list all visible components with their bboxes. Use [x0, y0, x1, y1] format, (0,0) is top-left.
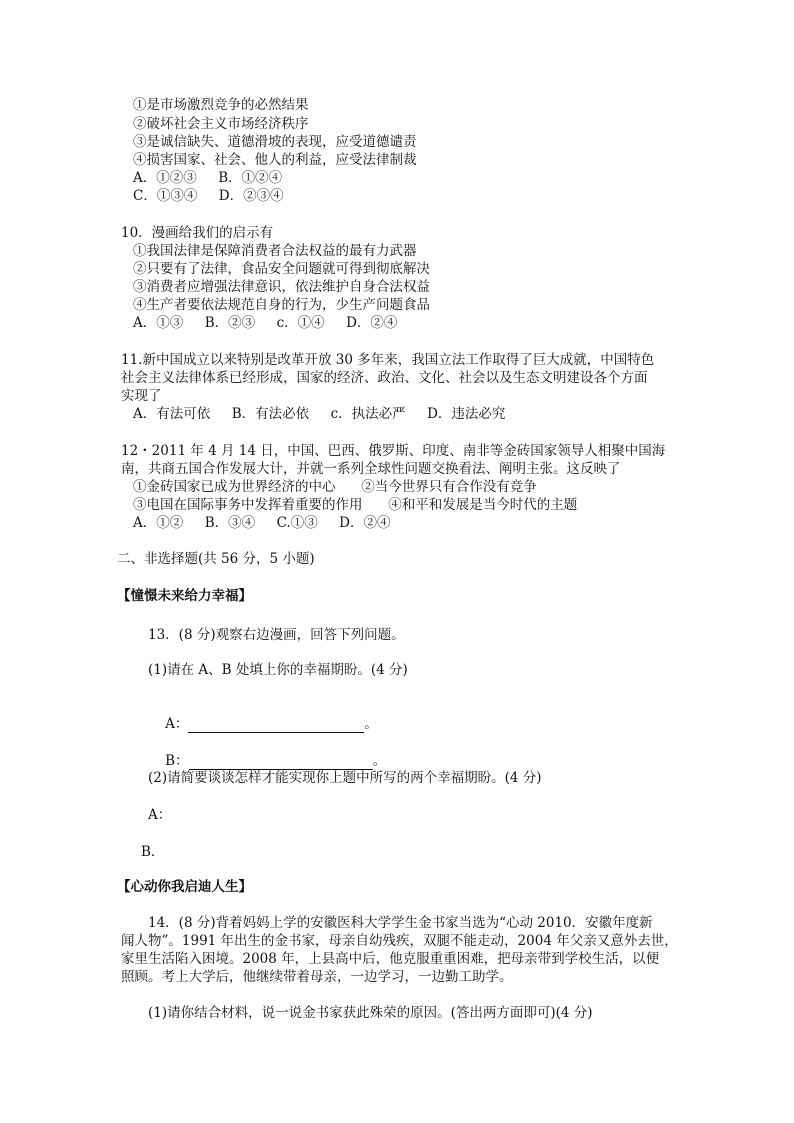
q11-stem-line-1: 11.新中国成立以来特别是改革开放 30 多年来，我国立法工作取得了巨大成就，中国特色 [121, 352, 655, 368]
q10-option-1: ①我国法律是保障消费者合法权益的最有力武器 [133, 243, 417, 259]
q9-choices-ab: A．①②③ B．①②④ [133, 170, 283, 186]
q10-option-3: ③消费者应增强法律意识，依法维护自身合法权益 [133, 279, 430, 295]
q14-line-4: 照顾。考上大学后，他继续带着母亲，一边学习，一边勤工助学。 [121, 969, 513, 985]
q13-sub-2: (2)请简要谈谈怎样才能实现你上题中所写的两个幸福期盼。(4 分) [148, 770, 542, 786]
q9-choices-cd: C．①③④ D．②③④ [133, 188, 284, 204]
q12-stem-line-1: 12・2011 年 4 月 14 日，中国、巴西、俄罗斯、印度、南非等金砖国家领导人相聚中国海 [121, 443, 666, 459]
blank-a-label: A： [165, 716, 189, 732]
q11-stem-line-3: 实现了 [121, 388, 162, 404]
q12-stem-line-2: 南，共商五国合作发展大计，并就一系列全球性问题交换看法、阐明主张。这反映了 [121, 461, 621, 477]
answer-blank-b[interactable] [189, 755, 373, 770]
q9-option-2: ②破坏社会主义市场经济秩序 [133, 116, 309, 132]
q13-sub-1: (1)请在 A、B 处填上你的幸福期盼。(4 分) [148, 662, 408, 678]
q11-stem-line-2: 社会主义法律体系已经形成，国家的经济、政治、文化、社会以及生态文明建设各个方面 [121, 370, 648, 386]
q10-option-4: ④生产者要依法规范自身的行为，少生产问题食品 [133, 297, 430, 313]
q13-answer-a-label: A： [148, 807, 172, 823]
q14-line-1: 14．(8 分)背着妈妈上学的安徽医科大学学生金书家当选为“心动 2010．安徽年度新 [148, 915, 653, 931]
part-2-heading: 【心动你我启迪人生】 [117, 879, 252, 895]
q12-choices: A．①② B．③④ C.①③ D．②④ [133, 515, 391, 531]
q10-option-2: ②只要有了法律，食品安全问题就可得到彻底解决 [133, 261, 430, 277]
q9-option-1: ①是市场激烈竞争的必然结果 [133, 97, 309, 113]
q13-stem: 13．(8 分)观察右边漫画，回答下列问题。 [148, 627, 405, 643]
q11-choices: A．有法可依 B．有法必依 c．执法必严 D．违法必究 [133, 406, 506, 422]
q14-line-2: 闻人物”。1991 年出生的金书家，母亲自幼残疾，双腿不能走动，2004 年父亲又意外去世， [121, 933, 678, 949]
q10-choices: A．①③ B．②③ c．①④ D．②④ [133, 315, 398, 331]
q12-options-line-2: ③电国在国际事务中发挥着重要的作用 ④和平和发展是当今时代的主题 [133, 497, 578, 513]
part-1-heading: 【憧憬未来给力幸福】 [117, 588, 252, 604]
answer-blank-a[interactable] [188, 718, 364, 733]
q10-stem: 10．漫画给我们的启示有 [121, 225, 274, 241]
q12-options-line-1: ①金砖国家已成为世界经济的中心 ②当今世界只有合作没有竞争 [133, 479, 537, 495]
section-2-title: 二、非选择题(共 56 分，5 小题) [117, 551, 315, 567]
q14-sub-1: (1)请你结合材料，说一说金书家获此殊荣的原因。(答出两方面即可)(4 分) [148, 1005, 593, 1021]
q9-option-3: ③是诚信缺失、道德滑坡的表现，应受道德谴责 [133, 134, 417, 150]
blank-b-label: B： [165, 753, 189, 769]
q9-option-4: ④损害国家、社会、他人的利益，应受法律制裁 [133, 152, 417, 168]
q14-line-3: 家里生活陷入困境。2008 年，上县高中后，他克服重重困难，把母亲带到学校生活，以便 [121, 951, 660, 967]
blank-a-end: 。 [364, 716, 378, 732]
q13-answer-b-label: B． [141, 844, 165, 860]
blank-b-end: 。 [372, 753, 387, 769]
